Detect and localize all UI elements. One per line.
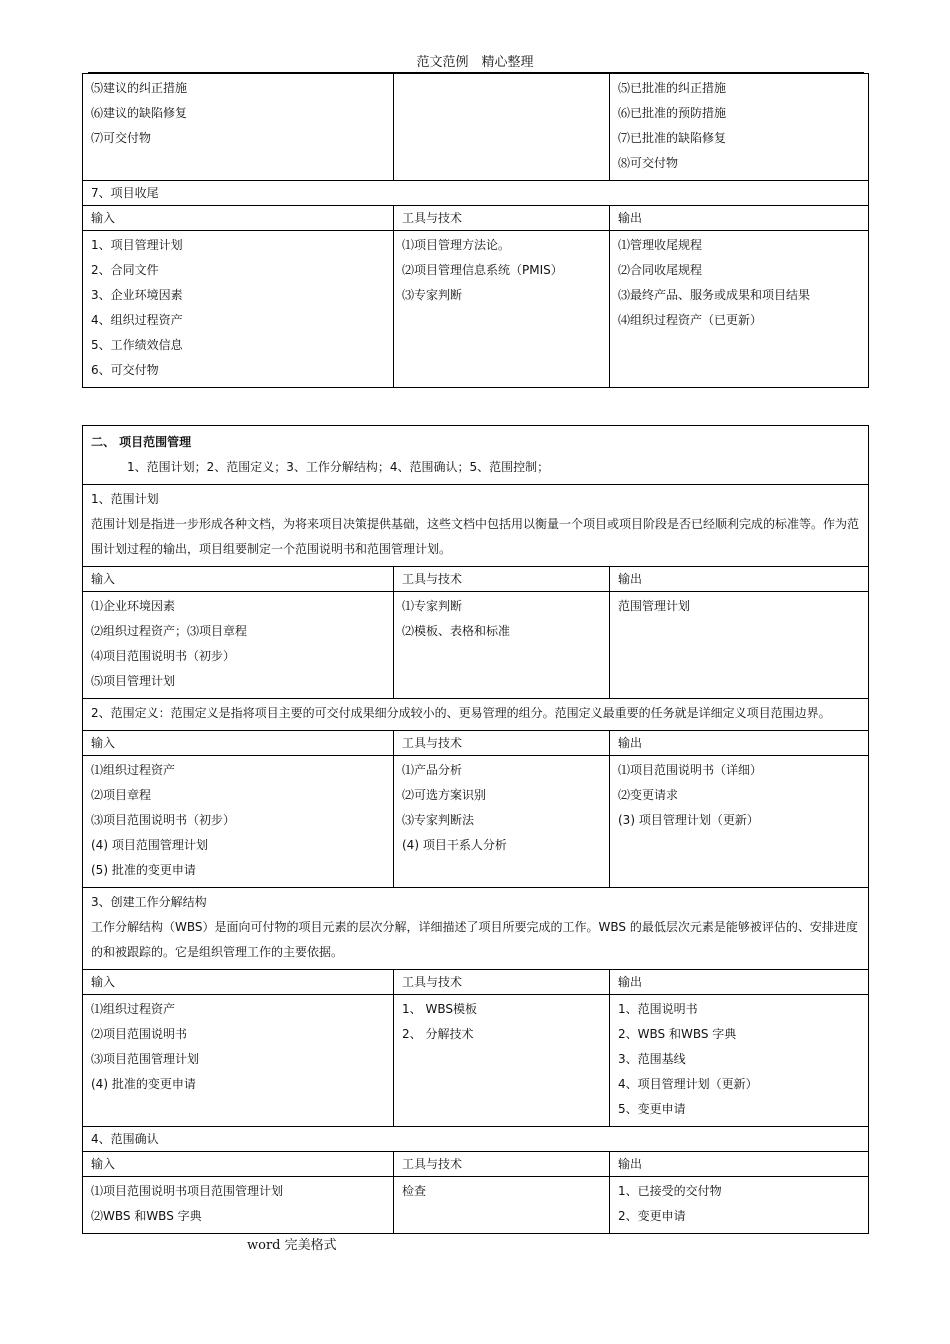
section-desc: 范围计划是指进一步形成各种文档，为将来项目决策提供基础，这些文档中包括用以衡量一个项目或项目阶段是否已经顺利完成的标准等。作为范围计划过程的输出，项目组要制定一个范围说明书和范围管理计划。 bbox=[91, 517, 860, 556]
list-item: ⑵WBS 和WBS 字典 bbox=[91, 1209, 202, 1223]
section-heading: 1、范围计划 bbox=[91, 492, 159, 506]
list-item: 1、项目管理计划 bbox=[91, 238, 183, 252]
table-row bbox=[83, 231, 869, 388]
list-item: ⑻可交付物 bbox=[618, 156, 679, 170]
page-footer: word 完美格式 bbox=[247, 1238, 337, 1253]
list-item: ⑵合同收尾规程 bbox=[618, 263, 703, 277]
scope-title-cell bbox=[83, 426, 869, 485]
table-row bbox=[83, 181, 869, 206]
list-item: ⑴企业环境因素 bbox=[91, 599, 176, 613]
section-desc: 工作分解结构（WBS）是面向可付物的项目元素的层次分解，详细描述了项目所要完成的工作。WBS 的最低层次元素是能够被评估的、安排进度的和被跟踪的。它是组织管理工作的主要依据。 bbox=[91, 920, 858, 959]
outputs-cell bbox=[610, 756, 869, 888]
table-row bbox=[83, 1177, 869, 1234]
cont-tools-cell bbox=[394, 74, 610, 181]
list-item: ⑵变更请求 bbox=[618, 788, 679, 802]
list-item: ⑵模板、表格和标准 bbox=[402, 624, 511, 638]
col-header-tools: 工具与技术 bbox=[394, 1152, 610, 1177]
table-row bbox=[83, 1127, 869, 1152]
list-item: 检查 bbox=[402, 1184, 427, 1198]
list-item: 3、范围基线 bbox=[618, 1052, 686, 1066]
col-header-output: 输出 bbox=[610, 1152, 869, 1177]
list-item: 5、变更申请 bbox=[618, 1102, 686, 1116]
list-item: ⑷项目范围说明书（初步） bbox=[91, 649, 236, 663]
list-item: ⑴组织过程资产 bbox=[91, 763, 176, 777]
table-row bbox=[83, 592, 869, 699]
list-item: 2、 分解技术 bbox=[402, 1027, 474, 1041]
col-header-output: 输出 bbox=[610, 206, 869, 231]
col-header-input: 输入 bbox=[83, 731, 394, 756]
list-item: 1、已接受的交付物 bbox=[618, 1184, 722, 1198]
list-item: ⑹已批准的预防措施 bbox=[618, 106, 727, 120]
cont-inputs-cell bbox=[83, 74, 394, 181]
table-project-closing bbox=[82, 73, 869, 388]
list-item: ⑸建议的纠正措施 bbox=[91, 81, 188, 95]
list-item: ⑴项目范围说明书（详细） bbox=[618, 763, 763, 777]
col-header-input: 输入 bbox=[83, 970, 394, 995]
list-item: (5) 批准的变更申请 bbox=[91, 863, 196, 877]
column-header-row bbox=[83, 1152, 869, 1177]
col-header-output: 输出 bbox=[610, 567, 869, 592]
list-item: ⑴产品分析 bbox=[402, 763, 463, 777]
section-desc: 2、范围定义：范围定义是指将项目主要的可交付成果细分成较小的、更易管理的组分。范围定义最重要的任务就是详细定义项目范围边界。 bbox=[91, 706, 831, 720]
section-desc-cell bbox=[83, 485, 869, 567]
tools-cell bbox=[394, 1177, 610, 1234]
list-item: ⑵组织过程资产；⑶项目章程 bbox=[91, 624, 248, 638]
list-item: ⑸项目管理计划 bbox=[91, 674, 176, 688]
column-header-row bbox=[83, 567, 869, 592]
list-item: ⑺已批准的缺陷修复 bbox=[618, 131, 727, 145]
list-item: 2、合同文件 bbox=[91, 263, 159, 277]
list-item: 5、工作绩效信息 bbox=[91, 338, 183, 352]
section-heading: 7、项目收尾 bbox=[83, 181, 869, 206]
table-row bbox=[83, 756, 869, 888]
list-item: 1、范围说明书 bbox=[618, 1002, 698, 1016]
table-row bbox=[83, 74, 869, 181]
list-item: 4、组织过程资产 bbox=[91, 313, 183, 327]
list-item: 1、 WBS模板 bbox=[402, 1002, 477, 1016]
table-row bbox=[83, 485, 869, 567]
list-item: ⑵项目范围说明书 bbox=[91, 1027, 188, 1041]
column-header-row bbox=[83, 731, 869, 756]
inputs-cell bbox=[83, 592, 394, 699]
col-header-tools: 工具与技术 bbox=[394, 567, 610, 592]
list-item: 6、可交付物 bbox=[91, 363, 159, 377]
list-item: ⑶最终产品、服务或成果和项目结果 bbox=[618, 288, 811, 302]
inputs-cell bbox=[83, 995, 394, 1127]
col-header-output: 输出 bbox=[610, 731, 869, 756]
list-item: ⑴项目管理方法论。 bbox=[402, 238, 511, 252]
table-scope-management bbox=[82, 425, 869, 1234]
col-header-input: 输入 bbox=[83, 567, 394, 592]
outputs-cell bbox=[610, 592, 869, 699]
table-row bbox=[83, 426, 869, 485]
list-item: ⑴项目范围说明书项目范围管理计划 bbox=[91, 1184, 284, 1198]
list-item: (4) 批准的变更申请 bbox=[91, 1077, 196, 1091]
list-item: ⑶专家判断法 bbox=[402, 813, 475, 827]
section-desc-cell bbox=[83, 699, 869, 731]
outputs-cell bbox=[610, 995, 869, 1127]
column-header-row bbox=[83, 206, 869, 231]
section-heading: 3、创建工作分解结构 bbox=[91, 895, 207, 909]
tools-cell bbox=[394, 995, 610, 1127]
table-row bbox=[83, 699, 869, 731]
list-item: ⑴专家判断 bbox=[402, 599, 463, 613]
list-item: ⑶项目范围管理计划 bbox=[91, 1052, 200, 1066]
cont-outputs-cell bbox=[610, 74, 869, 181]
tools-cell bbox=[394, 756, 610, 888]
col-header-input: 输入 bbox=[83, 206, 394, 231]
outputs-cell bbox=[610, 231, 869, 388]
list-item: (4) 项目范围管理计划 bbox=[91, 838, 208, 852]
col-header-tools: 工具与技术 bbox=[394, 970, 610, 995]
list-item: ⑴组织过程资产 bbox=[91, 1002, 176, 1016]
section-subtitle: 1、范围计划；2、范围定义；3、工作分解结构；4、范围确认；5、范围控制； bbox=[127, 460, 550, 474]
column-header-row bbox=[83, 970, 869, 995]
outputs-cell bbox=[610, 1177, 869, 1234]
inputs-cell bbox=[83, 231, 394, 388]
list-item: 4、项目管理计划（更新） bbox=[618, 1077, 758, 1091]
section-desc-cell bbox=[83, 888, 869, 970]
list-item: ⑴管理收尾规程 bbox=[618, 238, 703, 252]
list-item: ⑺可交付物 bbox=[91, 131, 152, 145]
col-header-tools: 工具与技术 bbox=[394, 206, 610, 231]
table-row bbox=[83, 888, 869, 970]
col-header-input: 输入 bbox=[83, 1152, 394, 1177]
list-item: ⑵项目章程 bbox=[91, 788, 152, 802]
table-row bbox=[83, 995, 869, 1127]
list-item: 范围管理计划 bbox=[618, 599, 691, 613]
list-item: ⑶项目范围说明书（初步） bbox=[91, 813, 236, 827]
list-item: (3) 项目管理计划（更新） bbox=[618, 813, 759, 827]
list-item: ⑶专家判断 bbox=[402, 288, 463, 302]
section-title: 二、 项目范围管理 bbox=[91, 435, 192, 449]
inputs-cell bbox=[83, 1177, 394, 1234]
list-item: 2、变更申请 bbox=[618, 1209, 686, 1223]
section-heading: 4、范围确认 bbox=[83, 1127, 869, 1152]
page-header: 范文范例 精心整理 bbox=[416, 55, 534, 70]
list-item: ⑵项目管理信息系统（PMIS） bbox=[402, 263, 563, 277]
inputs-cell bbox=[83, 756, 394, 888]
list-item: (4) 项目干系人分析 bbox=[402, 838, 507, 852]
list-item: 3、企业环境因素 bbox=[91, 288, 183, 302]
tools-cell bbox=[394, 231, 610, 388]
tools-cell bbox=[394, 592, 610, 699]
list-item: ⑸已批准的纠正措施 bbox=[618, 81, 727, 95]
col-header-tools: 工具与技术 bbox=[394, 731, 610, 756]
list-item: 2、WBS 和WBS 字典 bbox=[618, 1027, 737, 1041]
list-item: ⑷组织过程资产（已更新） bbox=[618, 313, 763, 327]
list-item: ⑵可选方案识别 bbox=[402, 788, 487, 802]
col-header-output: 输出 bbox=[610, 970, 869, 995]
list-item: ⑹建议的缺陷修复 bbox=[91, 106, 188, 120]
